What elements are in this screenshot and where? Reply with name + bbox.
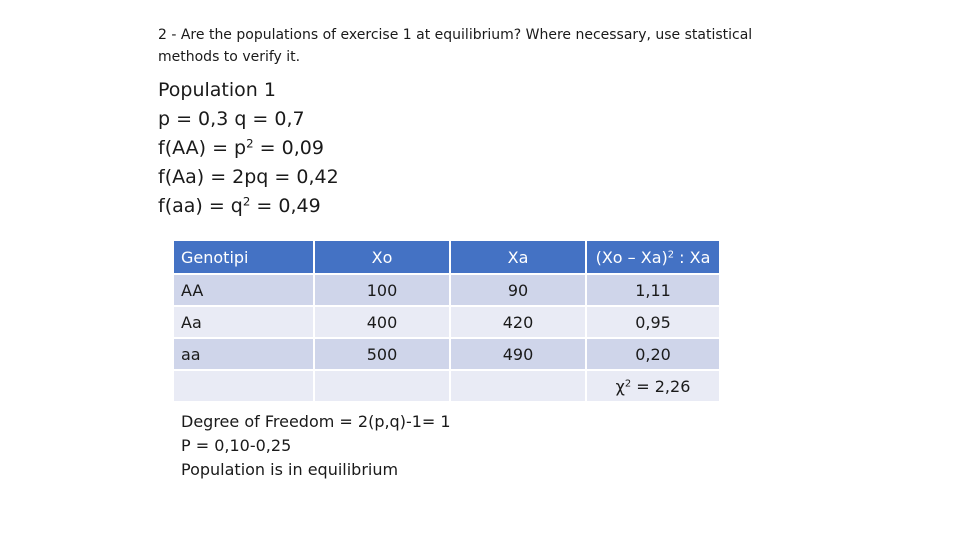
population-givens	[158, 76, 339, 221]
frequency-aa	[158, 192, 339, 221]
header-observed: Xo	[314, 241, 450, 274]
observed-cell: 100	[314, 274, 450, 306]
header-genotype: Genotipi	[174, 241, 314, 274]
header-chi-term-post: : Xa	[674, 247, 711, 267]
header-chi-term	[586, 241, 720, 274]
empty-cell	[314, 370, 450, 402]
genotype-cell: AA	[174, 274, 314, 306]
exponent: 2	[624, 378, 632, 390]
header-chi-term-pre: (Xo – Xa)	[595, 247, 668, 267]
table-row	[174, 274, 720, 306]
table-header-row	[174, 241, 720, 274]
chi-square-value: = 2,26	[631, 376, 691, 396]
frequency-AA-lhs: f(AA) = p	[158, 137, 247, 159]
frequency-AA-rhs: = 0,09	[253, 137, 324, 159]
genotype-cell: Aa	[174, 306, 314, 338]
chi-square-table	[174, 241, 721, 403]
observed-cell: 500	[314, 338, 450, 370]
degrees-of-freedom: Degree of Freedom = 2(p,q)-1= 1	[181, 412, 451, 431]
exponent: 2	[242, 194, 251, 209]
frequency-Aa: f(Aa) = 2pq = 0,42	[158, 166, 339, 188]
table-total-row	[174, 370, 720, 402]
observed-cell: 400	[314, 306, 450, 338]
table-row	[174, 338, 720, 370]
chi-term-cell: 0,95	[586, 306, 720, 338]
empty-cell	[174, 370, 314, 402]
allele-frequencies: p = 0,3 q = 0,7	[158, 108, 305, 130]
exponent: 2	[246, 136, 254, 151]
empty-cell	[450, 370, 586, 402]
chi-square-total	[586, 370, 720, 402]
frequency-aa-rhs: = 0,49	[250, 195, 321, 217]
expected-cell: 90	[450, 274, 586, 306]
population-title: Population 1	[158, 79, 276, 101]
expected-cell: 420	[450, 306, 586, 338]
p-value-range: P = 0,10-0,25	[181, 436, 292, 455]
expected-cell: 490	[450, 338, 586, 370]
chi-symbol: χ	[615, 376, 625, 396]
conclusion-notes	[181, 410, 451, 482]
genotype-cell: aa	[174, 338, 314, 370]
frequency-aa-lhs: f(aa) = q	[158, 195, 243, 217]
chi-term-cell: 1,11	[586, 274, 720, 306]
frequency-AA	[158, 134, 339, 163]
table-row	[174, 306, 720, 338]
header-expected: Xa	[450, 241, 586, 274]
exponent: 2	[667, 249, 675, 261]
chi-term-cell: 0,20	[586, 338, 720, 370]
exercise-question: 2 - Are the populations of exercise 1 at equilibrium? Where necessary, use statistical methods to verify it.	[158, 27, 753, 65]
conclusion: Population is in equilibrium	[181, 460, 399, 479]
